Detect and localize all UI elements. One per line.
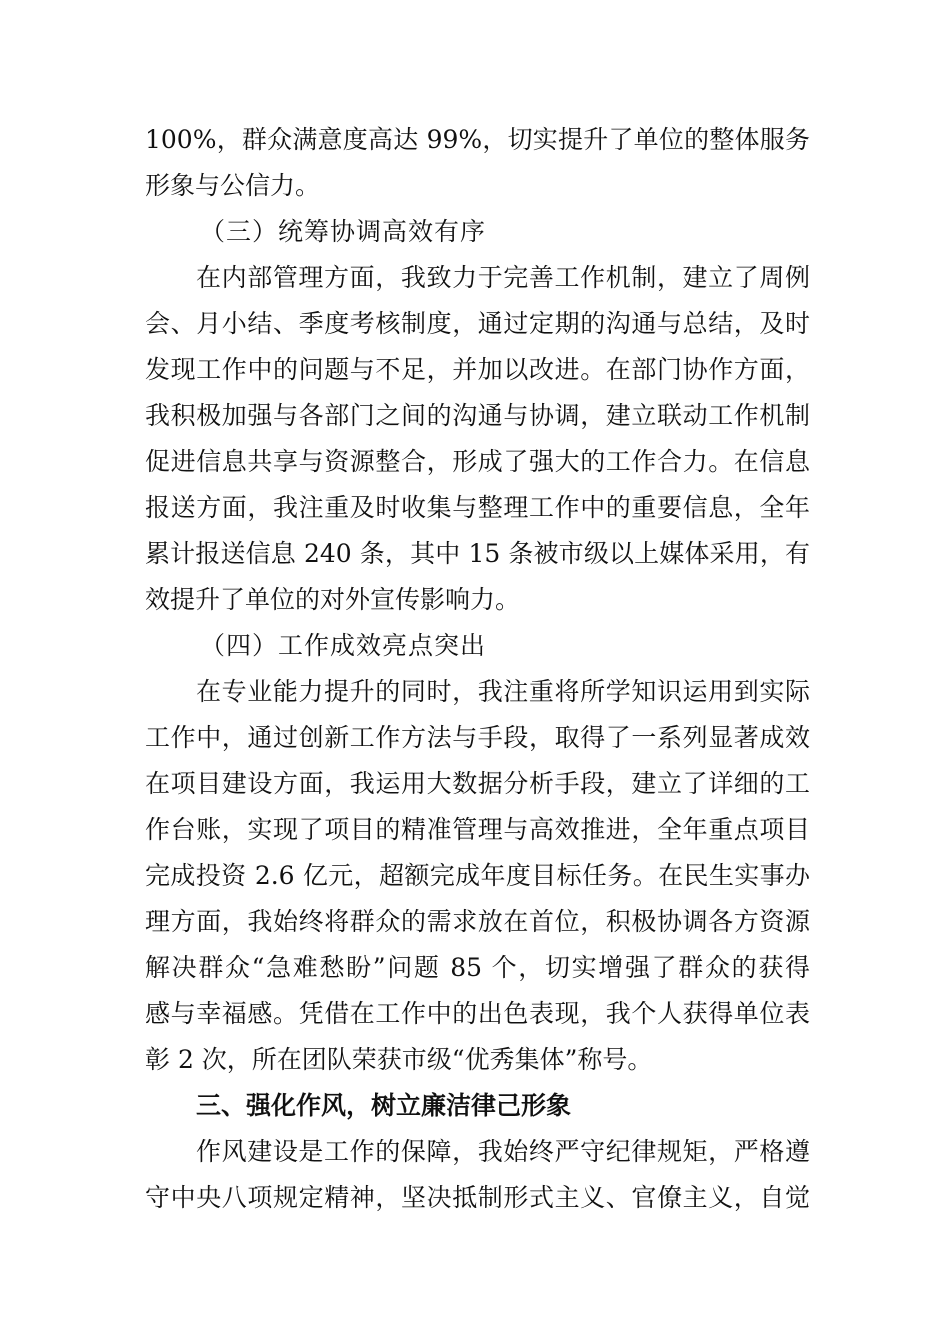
paragraph-line: 工作中，通过创新工作方法与手段，取得了一系列显著成效 xyxy=(145,723,810,752)
paragraph-line: 发现工作中的问题与不足，并加以改进。在部门协作方面， xyxy=(145,355,810,384)
subsection-heading: （四）工作成效亮点突出 xyxy=(200,631,487,660)
paragraph-line: 感与幸福感。凭借在工作中的出色表现，我个人获得单位表 xyxy=(145,999,810,1028)
paragraph-line: 报送方面，我注重及时收集与整理工作中的重要信息，全年 xyxy=(145,493,810,522)
paragraph-line: 累计报送信息 240 条，其中 15 条被市级以上媒体采用，有 xyxy=(145,539,810,568)
paragraph-line: 在专业能力提升的同时，我注重将所学知识运用到实际 xyxy=(196,677,810,706)
paragraph-line: 在内部管理方面，我致力于完善工作机制，建立了周例 xyxy=(196,263,810,292)
paragraph-line: 形象与公信力。 xyxy=(145,171,321,200)
paragraph-line: 100%，群众满意度高达 99%，切实提升了单位的整体服务 xyxy=(145,125,810,154)
paragraph-line: 彰 2 次，所在团队荣获市级“优秀集体”称号。 xyxy=(145,1045,653,1074)
subsection-heading: （三）统筹协调高效有序 xyxy=(200,217,487,246)
paragraph-line: 在项目建设方面，我运用大数据分析手段，建立了详细的工 xyxy=(145,769,810,798)
section-heading: 三、强化作风，树立廉洁律己形象 xyxy=(196,1091,572,1120)
paragraph-line: 作台账，实现了项目的精准管理与高效推进，全年重点项目 xyxy=(145,815,810,844)
paragraph-line: 作风建设是工作的保障，我始终严守纪律规矩，严格遵 xyxy=(196,1137,810,1166)
paragraph-line: 理方面，我始终将群众的需求放在首位，积极协调各方资源 xyxy=(145,907,810,936)
paragraph-line: 完成投资 2.6 亿元，超额完成年度目标任务。在民生实事办 xyxy=(145,861,810,890)
paragraph-line: 效提升了单位的对外宣传影响力。 xyxy=(145,585,521,614)
paragraph-line: 解决群众“急难愁盼”问题 85 个，切实增强了群众的获得 xyxy=(145,953,810,982)
paragraph-line: 促进信息共享与资源整合，形成了强大的工作合力。在信息 xyxy=(145,447,810,476)
paragraph-line: 我积极加强与各部门之间的沟通与协调，建立联动工作机制 xyxy=(145,401,810,430)
paragraph-line: 会、月小结、季度考核制度，通过定期的沟通与总结，及时 xyxy=(145,309,810,338)
paragraph-line: 守中央八项规定精神，坚决抵制形式主义、官僚主义，自觉 xyxy=(145,1183,810,1212)
